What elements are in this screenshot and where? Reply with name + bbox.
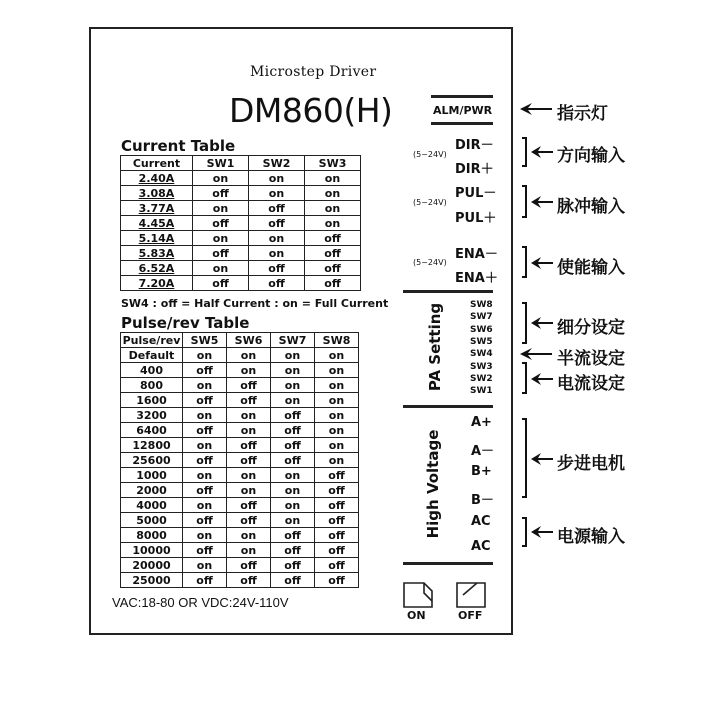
pulse-cell: on <box>315 423 359 438</box>
pulse-cell: off <box>183 453 227 468</box>
current-cell: off <box>305 276 361 291</box>
current-table-row <box>121 216 361 231</box>
direction-annotation: 方向输入 <box>557 146 625 166</box>
pulse-cell: 12800 <box>121 438 183 453</box>
current-cell: off <box>249 201 305 216</box>
pulse-cell: off <box>183 483 227 498</box>
bottom-divider <box>403 562 493 565</box>
pulse-header-3: SW7 <box>271 333 315 348</box>
pulse-cell: on <box>227 543 271 558</box>
subdivision-arrow-icon <box>529 316 555 330</box>
on-label: ON <box>407 609 426 622</box>
pulse-table-row <box>121 573 359 588</box>
pulse-cell: on <box>315 453 359 468</box>
power-brace <box>522 517 527 547</box>
dip-switch-label: SW3 <box>470 361 493 372</box>
pulse-cell: on <box>183 528 227 543</box>
supply-voltage-note: VAC:18-80 OR VDC:24V-110V <box>112 595 289 610</box>
pulse-cell: on <box>271 498 315 513</box>
pulse-cell: on <box>315 408 359 423</box>
pulse-table-row <box>121 378 359 393</box>
pulse-cell: Default <box>121 348 183 363</box>
pulse-cell: off <box>183 513 227 528</box>
pulse-cell: off <box>227 558 271 573</box>
pulse-table-row <box>121 423 359 438</box>
pulse-table-row <box>121 558 359 573</box>
motor-arrow-icon <box>529 452 555 466</box>
pulse-annotation: 脉冲输入 <box>557 197 625 217</box>
current-arrow-icon <box>529 372 555 386</box>
current-cell: off <box>193 216 249 231</box>
pulse-cell: off <box>227 513 271 528</box>
pulse-cell: 4000 <box>121 498 183 513</box>
enable-annotation: 使能输入 <box>557 258 625 278</box>
pulse-cell: off <box>315 513 359 528</box>
pulse-table-row <box>121 513 359 528</box>
pulse-table-row <box>121 498 359 513</box>
pulse-cell: off <box>315 498 359 513</box>
pulse-cell: 1000 <box>121 468 183 483</box>
subdivision-brace <box>522 302 527 344</box>
pulse-header-4: SW8 <box>315 333 359 348</box>
dip-switch-label: SW4 <box>470 349 493 360</box>
pulse-cell: 10000 <box>121 543 183 558</box>
dip-switch-label: SW2 <box>470 373 493 384</box>
pulse-cell: off <box>183 393 227 408</box>
pulse-cell: on <box>183 408 227 423</box>
pulse-cell: on <box>227 363 271 378</box>
motor-annotation: 步进电机 <box>557 454 625 474</box>
pulse-brace <box>522 185 527 218</box>
pulse-cell: off <box>183 573 227 588</box>
pulse-cell: on <box>271 348 315 363</box>
current-table-row <box>121 201 361 216</box>
current-cell: off <box>249 276 305 291</box>
pulse-cell: off <box>315 573 359 588</box>
pa-section-divider <box>403 290 493 293</box>
current-cell: off <box>193 246 249 261</box>
pulse-cell: 6400 <box>121 423 183 438</box>
pulse-cell: on <box>183 468 227 483</box>
model-title: DM860(H) <box>229 91 393 130</box>
current-cell: 6.52A <box>121 261 193 276</box>
off-label: OFF <box>458 609 483 622</box>
enable-arrow-icon <box>529 256 555 270</box>
dir-minus-terminal: DIR－ <box>455 138 494 153</box>
current-cell: off <box>193 186 249 201</box>
dip-switch-label: SW5 <box>470 336 493 347</box>
current-cell: on <box>193 171 249 186</box>
pulse-cell: 2000 <box>121 483 183 498</box>
subdivision-annotation: 细分设定 <box>557 318 625 338</box>
current-cell: on <box>193 201 249 216</box>
ac-terminal-1: AC <box>471 514 491 529</box>
pulse-cell: on <box>183 558 227 573</box>
current-annotation: 电流设定 <box>557 374 625 394</box>
pulse-table-row <box>121 528 359 543</box>
power-annotation: 电源输入 <box>557 527 625 547</box>
dip-switch-label: SW8 <box>470 300 493 310</box>
sw4-note: SW4 : off = Half Current : on = Full Current <box>121 297 389 310</box>
pulse-table <box>120 332 359 588</box>
pulse-cell: off <box>227 393 271 408</box>
ac-terminal-2: AC <box>471 539 491 554</box>
pulse-cell: 8000 <box>121 528 183 543</box>
pulse-cell: on <box>227 408 271 423</box>
current-cell: on <box>249 186 305 201</box>
current-cell: on <box>249 171 305 186</box>
driver-subtitle: Microstep Driver <box>250 64 377 80</box>
current-cell: 5.14A <box>121 231 193 246</box>
ena-voltage-label: (5~24V) <box>413 258 447 267</box>
current-header-1: SW1 <box>193 156 249 171</box>
current-cell: on <box>193 261 249 276</box>
current-cell: off <box>305 231 361 246</box>
indicator-arrow-icon <box>518 102 554 116</box>
pul-voltage-label: (5~24V) <box>413 198 447 207</box>
current-header-2: SW2 <box>249 156 305 171</box>
pulse-table-row <box>121 348 359 363</box>
pulse-cell: on <box>227 528 271 543</box>
power-arrow-icon <box>529 525 555 539</box>
current-table-title: Current Table <box>121 137 236 155</box>
current-cell: off <box>305 261 361 276</box>
pulse-header-2: SW6 <box>227 333 271 348</box>
pulse-cell: on <box>315 378 359 393</box>
pulse-table-row <box>121 468 359 483</box>
current-cell: on <box>305 201 361 216</box>
pulse-cell: on <box>183 378 227 393</box>
pulse-cell: 3200 <box>121 408 183 423</box>
pulse-header-0: Pulse/rev <box>121 333 183 348</box>
current-header-3: SW3 <box>305 156 361 171</box>
pulse-cell: off <box>227 438 271 453</box>
current-cell: on <box>249 231 305 246</box>
pulse-table-title: Pulse/rev Table <box>121 314 250 332</box>
pulse-table-row <box>121 543 359 558</box>
dip-switch-label: SW7 <box>470 312 493 323</box>
alm-bar-top <box>431 95 493 98</box>
current-table-row <box>121 186 361 201</box>
pulse-cell: 20000 <box>121 558 183 573</box>
motor-terminal: A－ <box>471 443 495 459</box>
pulse-table-row <box>121 483 359 498</box>
dip-switch-label: SW1 <box>470 386 493 397</box>
motor-terminal: B+ <box>471 464 492 479</box>
current-header-0: Current <box>121 156 193 171</box>
ena-plus-terminal: ENA＋ <box>455 271 498 286</box>
pulse-cell: 1600 <box>121 393 183 408</box>
enable-brace <box>522 246 527 278</box>
current-cell: on <box>249 246 305 261</box>
current-cell: on <box>305 216 361 231</box>
pulse-cell: 800 <box>121 378 183 393</box>
pulse-cell: on <box>271 468 315 483</box>
pulse-table-row <box>121 393 359 408</box>
motor-terminal: B－ <box>471 492 494 508</box>
current-table-row <box>121 171 361 186</box>
pulse-cell: 400 <box>121 363 183 378</box>
pulse-cell: on <box>227 468 271 483</box>
pulse-cell: off <box>227 378 271 393</box>
current-cell: 3.08A <box>121 186 193 201</box>
pulse-cell: on <box>183 348 227 363</box>
current-cell: off <box>249 216 305 231</box>
current-table-row <box>121 246 361 261</box>
dir-plus-terminal: DIR＋ <box>455 162 494 177</box>
current-cell: 7.20A <box>121 276 193 291</box>
pulse-cell: off <box>183 543 227 558</box>
dir-voltage-label: (5~24V) <box>413 150 447 159</box>
pulse-table-row <box>121 363 359 378</box>
pulse-cell: 25000 <box>121 573 183 588</box>
pulse-table-row <box>121 438 359 453</box>
pulse-cell: off <box>271 558 315 573</box>
current-table-row <box>121 276 361 291</box>
current-cell: off <box>249 261 305 276</box>
current-cell: 2.40A <box>121 171 193 186</box>
pulse-cell: off <box>271 543 315 558</box>
current-table-row <box>121 261 361 276</box>
pulse-table-row <box>121 453 359 468</box>
pulse-cell: off <box>183 363 227 378</box>
pulse-cell: off <box>227 573 271 588</box>
pulse-cell: on <box>315 438 359 453</box>
pulse-cell: on <box>315 363 359 378</box>
pulse-cell: off <box>227 498 271 513</box>
pulse-cell: on <box>227 483 271 498</box>
pulse-header-1: SW5 <box>183 333 227 348</box>
direction-brace <box>522 137 527 167</box>
hv-section-divider <box>403 405 493 408</box>
pulse-cell: on <box>271 363 315 378</box>
pulse-cell: 25600 <box>121 453 183 468</box>
pulse-table-row <box>121 408 359 423</box>
pulse-cell: off <box>315 543 359 558</box>
motor-terminal: A+ <box>471 415 492 430</box>
pa-setting-label: PA Setting <box>426 302 444 392</box>
pulse-cell: off <box>271 528 315 543</box>
pulse-cell: off <box>315 528 359 543</box>
current-cell: 4.45A <box>121 216 193 231</box>
pulse-arrow-icon <box>529 195 555 209</box>
pulse-cell: on <box>271 378 315 393</box>
half-current-annotation: 半流设定 <box>557 349 625 369</box>
pulse-cell: on <box>183 438 227 453</box>
pulse-cell: off <box>315 558 359 573</box>
current-table <box>120 155 361 291</box>
pulse-cell: off <box>271 438 315 453</box>
current-table-row <box>121 231 361 246</box>
half-current-arrow-icon <box>518 347 554 361</box>
pul-plus-terminal: PUL＋ <box>455 211 497 226</box>
pulse-cell: on <box>183 498 227 513</box>
pulse-cell: off <box>315 468 359 483</box>
pulse-cell: off <box>271 423 315 438</box>
current-cell: off <box>193 276 249 291</box>
pulse-cell: on <box>315 348 359 363</box>
direction-arrow-icon <box>529 145 555 159</box>
pulse-cell: off <box>183 423 227 438</box>
pulse-cell: off <box>315 483 359 498</box>
pulse-cell: off <box>271 573 315 588</box>
pulse-cell: on <box>271 513 315 528</box>
current-cell: 3.77A <box>121 201 193 216</box>
pulse-cell: on <box>315 393 359 408</box>
current-cell: on <box>305 171 361 186</box>
current-cell: on <box>305 186 361 201</box>
current-cell: on <box>193 231 249 246</box>
switch-on-icon <box>402 581 434 609</box>
pulse-cell: on <box>227 423 271 438</box>
pul-minus-terminal: PUL－ <box>455 186 497 201</box>
pulse-cell: off <box>227 453 271 468</box>
switch-off-icon <box>455 581 487 609</box>
current-brace <box>522 362 527 394</box>
motor-brace <box>522 418 527 498</box>
current-cell: 5.83A <box>121 246 193 261</box>
indicator-annotation: 指示灯 <box>557 104 608 124</box>
dip-switch-label: SW6 <box>470 324 493 335</box>
alm-bar-bottom <box>431 122 493 125</box>
alm-pwr-label: ALM/PWR <box>433 104 493 117</box>
pulse-cell: on <box>271 393 315 408</box>
pulse-cell: off <box>271 453 315 468</box>
pulse-cell: on <box>271 483 315 498</box>
pulse-cell: on <box>227 348 271 363</box>
high-voltage-label: High Voltage <box>424 429 442 539</box>
current-cell: off <box>305 246 361 261</box>
pulse-cell: 5000 <box>121 513 183 528</box>
ena-minus-terminal: ENA－ <box>455 247 498 262</box>
pulse-cell: off <box>271 408 315 423</box>
